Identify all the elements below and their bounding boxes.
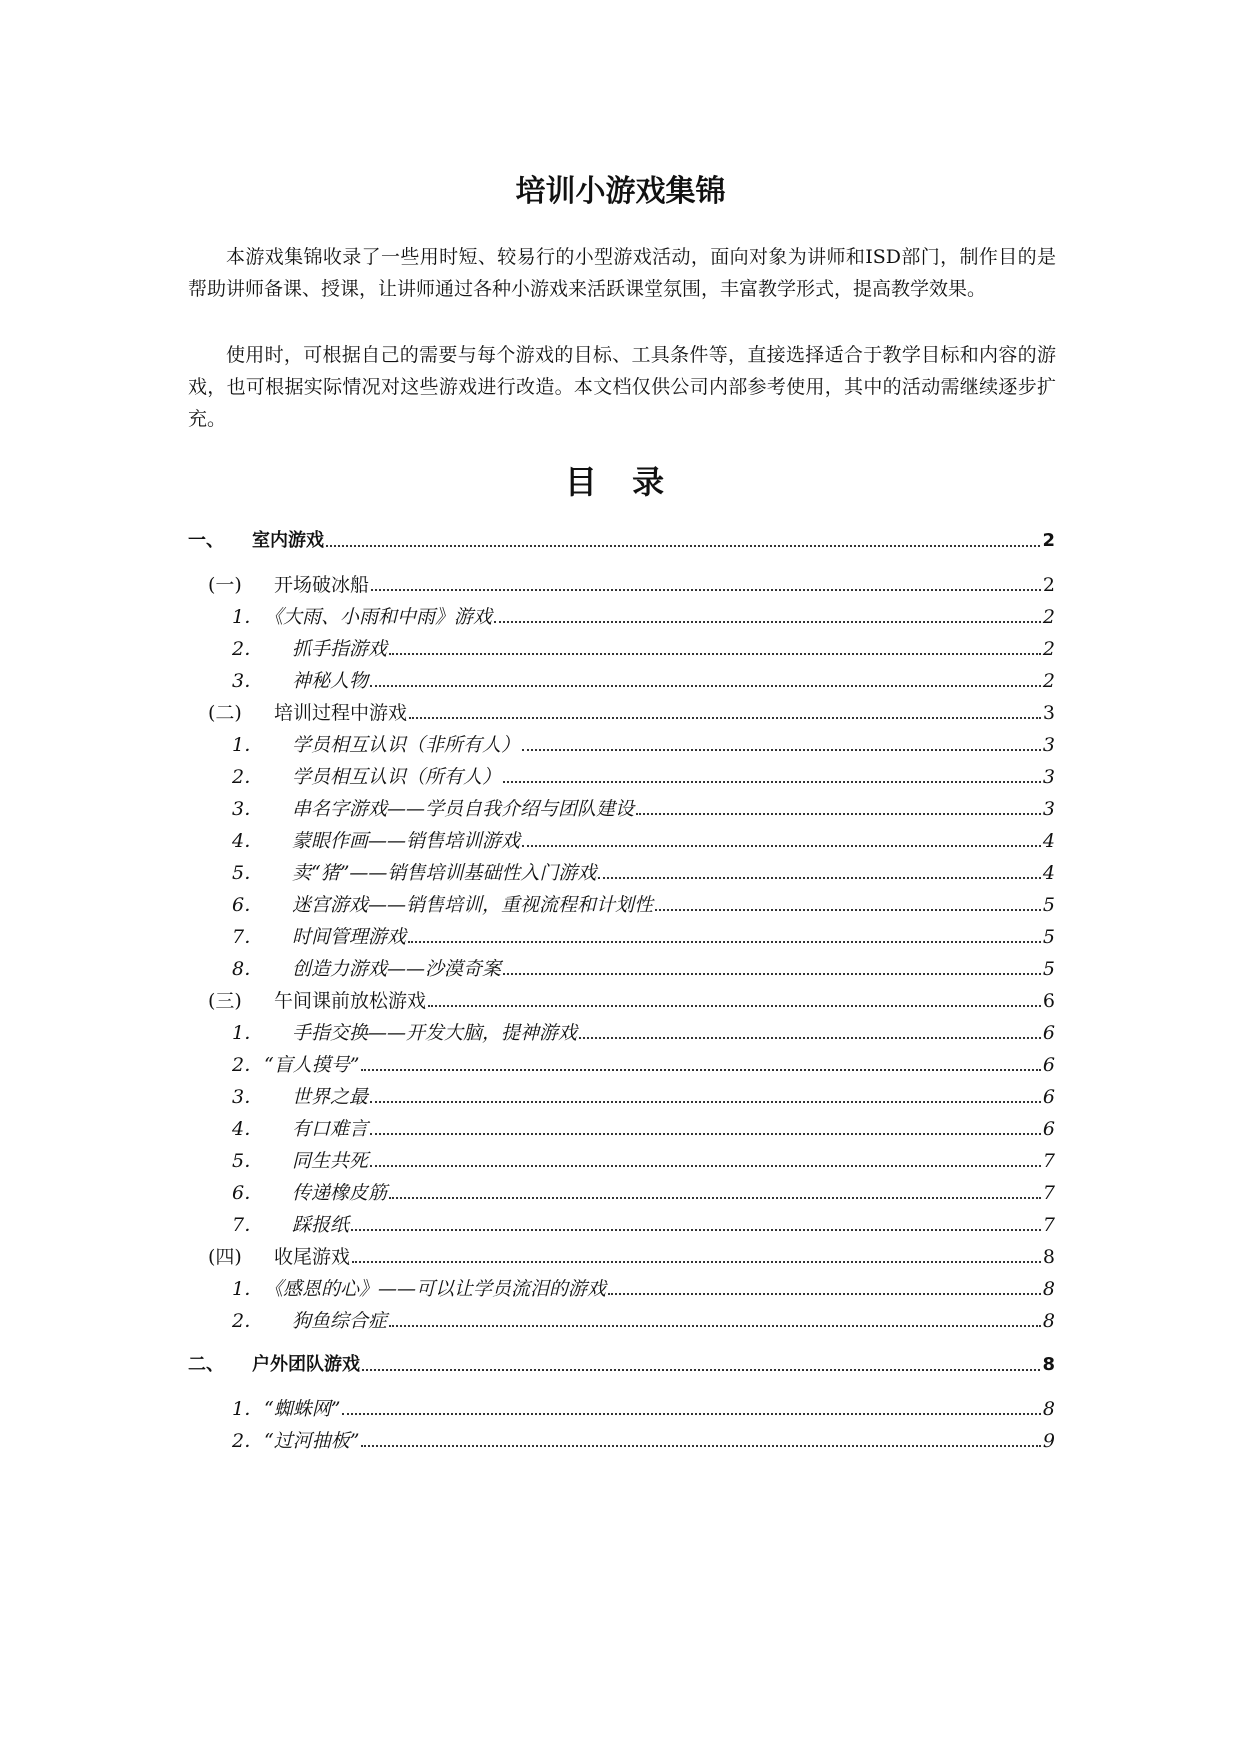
toc-entry[interactable] xyxy=(188,661,1055,693)
toc-leader-dots xyxy=(494,621,1041,623)
toc-entry[interactable] xyxy=(188,725,1055,757)
toc-entry-number: 1． xyxy=(232,1022,264,1044)
toc-entry-number: 1． xyxy=(232,1278,264,1300)
toc-entry-number: (四) xyxy=(208,1246,242,1268)
toc-entry-number: 4． xyxy=(232,830,264,852)
toc-leader-dots xyxy=(351,1229,1041,1231)
toc-entry-number: 6． xyxy=(232,894,264,916)
toc-entry-page: 5 xyxy=(1042,894,1055,916)
toc-entry-number: 5． xyxy=(232,862,264,884)
toc-entry-page: 3 xyxy=(1042,734,1055,756)
toc-entry-page: 8 xyxy=(1042,1310,1055,1332)
toc-entry-number: 7． xyxy=(232,926,264,948)
toc-entry-label: 狗鱼综合症 xyxy=(292,1310,388,1332)
toc-entry-label: 迷宫游戏——销售培训，重视流程和计划性 xyxy=(292,894,654,916)
toc-entry-page: 6 xyxy=(1042,1086,1055,1108)
intro-paragraph-1: 本游戏集锦收录了一些用时短、较易行的小型游戏活动，面向对象为讲师和ISD部门，制作目的是帮助讲师备课、授课，让讲师通过各种小游戏来活跃课堂氛围，丰富教学形式，提高教学效果。 xyxy=(188,246,1056,300)
toc-leader-dots xyxy=(370,685,1041,687)
toc-entry-label: 手指交换——开发大脑，提神游戏 xyxy=(292,1022,578,1044)
toc-entry-page: 8 xyxy=(1042,1398,1055,1420)
toc-entry-page: 8 xyxy=(1042,1278,1055,1300)
toc-entry-label: 开场破冰船 xyxy=(274,574,370,596)
toc-entry[interactable] xyxy=(188,521,1055,553)
toc-leader-dots xyxy=(579,1037,1041,1039)
toc-entry-page: 3 xyxy=(1042,798,1055,820)
toc-leader-dots xyxy=(608,1293,1041,1295)
toc-entry-label: 午间课前放松游戏 xyxy=(274,990,427,1012)
toc-entry[interactable] xyxy=(188,693,1055,725)
toc-entry[interactable] xyxy=(188,789,1055,821)
toc-leader-dots xyxy=(655,909,1041,911)
toc-entry[interactable] xyxy=(188,565,1055,597)
toc-entry-page: 4 xyxy=(1042,862,1055,884)
toc-leader-dots xyxy=(389,653,1041,655)
toc-entry-page: 3 xyxy=(1042,702,1055,724)
toc-entry[interactable] xyxy=(188,1109,1055,1141)
document-title: 培训小游戏集锦 xyxy=(515,174,726,209)
toc-entry-label: 抓手指游戏 xyxy=(292,638,388,660)
toc-entry-page: 2 xyxy=(1042,638,1055,660)
toc-leader-dots xyxy=(352,1261,1041,1263)
toc-entry[interactable] xyxy=(188,1077,1055,1109)
toc-leader-dots xyxy=(342,1413,1040,1415)
toc-leader-dots xyxy=(326,545,1040,547)
toc-entry-label: 学员相互认识（所有人） xyxy=(292,766,502,788)
toc-entry-page: 7 xyxy=(1042,1182,1055,1204)
toc-leader-dots xyxy=(636,813,1041,815)
toc-entry[interactable] xyxy=(188,1045,1055,1077)
toc-entry[interactable] xyxy=(188,1013,1055,1045)
toc-entry-label: 《大雨、小雨和中雨》游戏 xyxy=(264,606,493,628)
toc-entry-label: 卖“猪”——销售培训基础性入门游戏 xyxy=(292,862,597,884)
toc-entry-number: (三) xyxy=(208,990,242,1012)
toc-entry-number: 1． xyxy=(232,1398,264,1420)
toc-entry-page: 9 xyxy=(1042,1430,1055,1452)
toc-entry-page: 3 xyxy=(1042,766,1055,788)
toc-leader-dots xyxy=(389,1197,1041,1199)
toc-leader-dots xyxy=(408,941,1041,943)
toc-entry[interactable] xyxy=(188,757,1055,789)
toc-entry-label: 培训过程中游戏 xyxy=(274,702,408,724)
toc-leader-dots xyxy=(522,845,1041,847)
toc-entry-label: 踩报纸 xyxy=(292,1214,350,1236)
toc-entry[interactable] xyxy=(188,597,1055,629)
toc-leader-dots xyxy=(370,1133,1041,1135)
toc-entry-number: 一、 xyxy=(188,530,224,551)
toc-entry-number: 1． xyxy=(232,734,264,756)
toc-entry[interactable] xyxy=(188,981,1055,1013)
toc-leader-dots xyxy=(389,1325,1041,1327)
toc-leader-dots xyxy=(428,1005,1041,1007)
toc-entry[interactable] xyxy=(188,1237,1055,1269)
toc-entry[interactable] xyxy=(188,1421,1055,1453)
toc-entry-label: 串名字游戏——学员自我介绍与团队建设 xyxy=(292,798,635,820)
toc-entry-number: 3． xyxy=(232,798,264,820)
toc-leader-dots xyxy=(503,781,1041,783)
toc-entry-page: 8 xyxy=(1042,1246,1055,1268)
toc-entry-number: 2． xyxy=(232,766,264,788)
toc-title: 目 录 xyxy=(564,463,677,501)
toc-entry-number: 7． xyxy=(232,1214,264,1236)
toc-entry-label: 收尾游戏 xyxy=(274,1246,351,1268)
toc-entry-label: 室内游戏 xyxy=(252,530,324,551)
toc-leader-dots xyxy=(598,877,1040,879)
toc-entry[interactable] xyxy=(188,1389,1055,1421)
toc-entry-number: 二、 xyxy=(188,1354,224,1375)
toc-entry[interactable] xyxy=(188,1301,1055,1333)
toc-entry-label: 同生共死 xyxy=(292,1150,369,1172)
toc-leader-dots xyxy=(361,1445,1040,1447)
toc-entry-label: 时间管理游戏 xyxy=(292,926,407,948)
intro-paragraph-2: 使用时，可根据自己的需要与每个游戏的目标、工具条件等，直接选择适合于教学目标和内容的游戏，也可根据实际情况对这些游戏进行改造。本文档仅供公司内部参考使用，其中的活动需继续逐步扩充。 xyxy=(188,344,1056,430)
toc-entry-label: “盲人摸号” xyxy=(264,1054,360,1076)
toc-entry-page: 5 xyxy=(1042,958,1055,980)
toc-leader-dots xyxy=(370,1101,1041,1103)
toc-entry[interactable] xyxy=(188,821,1055,853)
toc-entry-label: “蜘蛛网” xyxy=(264,1398,341,1420)
toc-entry-number: 8． xyxy=(232,958,264,980)
toc-entry[interactable] xyxy=(188,885,1055,917)
toc-entry-page: 2 xyxy=(1042,670,1055,692)
toc-entry-label: “过河抽板” xyxy=(264,1430,360,1452)
toc-entry-number: 5． xyxy=(232,1150,264,1172)
toc-leader-dots xyxy=(370,1165,1041,1167)
toc-entry-label: 有口难言 xyxy=(292,1118,369,1140)
toc-entry-page: 6 xyxy=(1042,1118,1055,1140)
toc-leader-dots xyxy=(522,749,1041,751)
toc-leader-dots xyxy=(362,1369,1040,1371)
toc-entry[interactable] xyxy=(188,1269,1055,1301)
toc-entry-page: 6 xyxy=(1042,1054,1055,1076)
toc-entry-number: 2． xyxy=(232,1054,264,1076)
toc-leader-dots xyxy=(361,1069,1040,1071)
toc-entry-label: 传递橡皮筋 xyxy=(292,1182,388,1204)
toc-entry-number: 3． xyxy=(232,670,264,692)
toc-entry-number: 3． xyxy=(232,1086,264,1108)
toc-entry-label: 户外团队游戏 xyxy=(252,1354,360,1375)
toc-entry[interactable] xyxy=(188,853,1055,885)
toc-entry[interactable] xyxy=(188,1141,1055,1173)
toc-entry-label: 学员相互认识（非所有人） xyxy=(292,734,521,756)
toc-leader-dots xyxy=(503,973,1041,975)
toc-entry-page: 8 xyxy=(1042,1354,1055,1375)
toc-leader-dots xyxy=(409,717,1041,719)
toc-entry-number: (二) xyxy=(208,702,242,724)
toc-entry[interactable] xyxy=(188,1345,1055,1377)
toc-entry-number: 2． xyxy=(232,1310,264,1332)
toc-entry-number: 2． xyxy=(232,638,264,660)
toc-entry-page: 7 xyxy=(1042,1150,1055,1172)
toc-entry-page: 2 xyxy=(1042,574,1055,596)
toc-entry-label: 神秘人物 xyxy=(292,670,369,692)
toc-entry[interactable] xyxy=(188,1205,1055,1237)
toc-entry-page: 5 xyxy=(1042,926,1055,948)
toc-entry-page: 2 xyxy=(1042,530,1055,551)
toc-entry[interactable] xyxy=(188,629,1055,661)
toc-entry-page: 2 xyxy=(1042,606,1055,628)
toc-entry-page: 6 xyxy=(1042,990,1055,1012)
toc-entry-number: 6． xyxy=(232,1182,264,1204)
toc-entry-page: 4 xyxy=(1042,830,1055,852)
toc-entry[interactable] xyxy=(188,917,1055,949)
toc-entry-page: 6 xyxy=(1042,1022,1055,1044)
toc-entry-label: 创造力游戏——沙漠奇案 xyxy=(292,958,502,980)
toc-entry-label: 《感恩的心》——可以让学员流泪的游戏 xyxy=(264,1278,607,1300)
toc-entry-number: 1． xyxy=(232,606,264,628)
toc-entry-number: (一) xyxy=(208,574,242,596)
toc-entry-label: 世界之最 xyxy=(292,1086,369,1108)
toc-entry[interactable] xyxy=(188,949,1055,981)
toc-entry[interactable] xyxy=(188,1173,1055,1205)
toc-entry-number: 4． xyxy=(232,1118,264,1140)
toc-entry-label: 蒙眼作画——销售培训游戏 xyxy=(292,830,521,852)
toc-entry-page: 7 xyxy=(1042,1214,1055,1236)
toc-entry-number: 2． xyxy=(232,1430,264,1452)
toc-leader-dots xyxy=(371,589,1041,591)
